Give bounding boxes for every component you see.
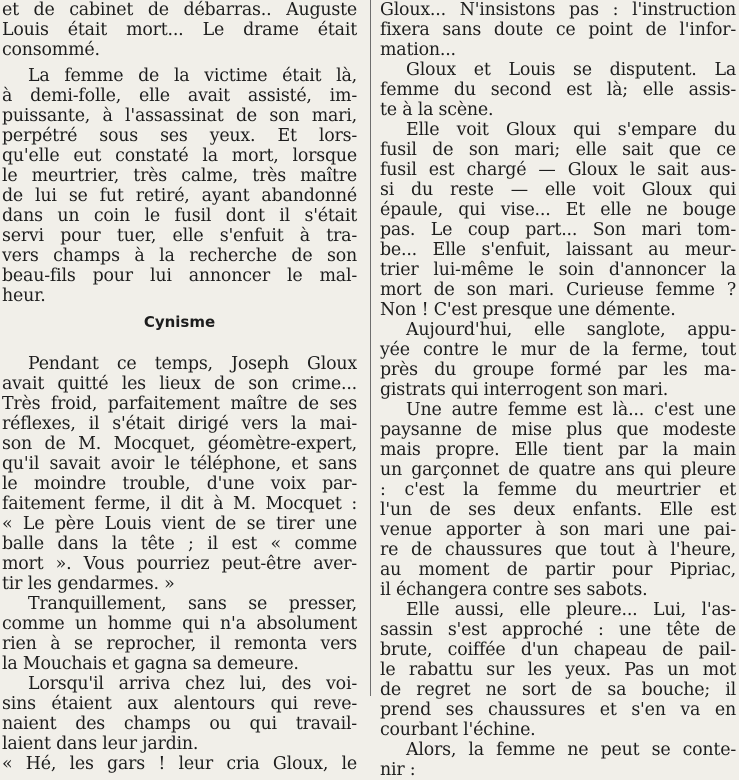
text-line: perpétré sous ses yeux. Et lors- [2,126,357,146]
text-line: Non ! C'est presque une démente. [380,300,676,320]
text-line: prend ses chaussures et s'en va en [380,700,736,720]
paragraph [380,0,736,60]
text-line: qu'il savait avoir le téléphone, et sans [2,454,357,474]
text-line: laient dans leur jardin. [2,734,199,754]
text-line: Elle aussi, elle pleure... Lui, l'as- [406,600,736,620]
text-line: re de chaussures que tout à l'heure, [380,540,736,560]
text-line: femme du second est là; elle assis- [380,80,736,100]
text-line: puissante, à l'assassinat de son mari, [2,106,357,126]
paragraph [380,60,736,120]
text-line: yée contre le mur de la ferme, tout [380,340,736,360]
paragraph [380,320,736,400]
subheading: Cynisme [143,313,216,331]
quotation [2,754,357,774]
text-line: pas. Le coup part... Son mari tom- [380,220,736,240]
text-line: fusil est chargé — Gloux le sait aus- [380,160,736,180]
text-line: le rabattu sur les yeux. Pas un mot [380,660,736,680]
text-line: le moindre trouble, d'une voix par- [2,474,357,494]
paragraph [2,0,357,60]
text-line: Très froid, parfaitement maître de ses [2,394,357,414]
text-line: consommé. [2,40,100,60]
text-line: : c'est la femme du meurtrier et [380,480,736,500]
text-line: vers champs à la recherche de son [2,246,357,266]
text-line: son de M. Mocquet, géomètre-expert, [2,434,357,454]
text-line: « Hé, les gars ! leur cria Gloux, le [2,754,357,774]
text-line: Une autre femme est là... c'est une [406,400,736,420]
text-line: si du reste — elle voit Gloux qui [380,180,736,200]
text-line: dans un coin le fusil dont il s'était [2,206,357,226]
paragraph [380,120,736,320]
paragraph [2,66,357,306]
paragraph [380,740,736,780]
text-line: balle dans la tête ; il est « comme [2,534,357,554]
text-line: paysanne de mise plus que modeste [380,420,736,440]
quotation [2,514,357,594]
left-column [2,0,357,774]
text-line: « Le père Louis vient de se tirer une [2,514,357,534]
text-line: Gloux... N'insistons pas : l'instruction [380,0,736,20]
text-line: Pendant ce temps, Joseph Gloux [28,354,357,374]
text-line: la Mouchais et gagna sa demeure. [2,654,299,674]
text-line: be... Elle s'enfuit, laissant au meur- [380,240,736,260]
text-line: tir les gendarmes. » [2,574,175,594]
text-line: naient des champs ou qui travail- [2,714,357,734]
paragraph [380,600,736,740]
text-line: courbant l'échine. [380,720,536,740]
text-line: brute, coiffée d'un chapeau de pail- [380,640,736,660]
text-line: Alors, la femme ne peut se conte- [406,740,736,760]
paragraph [2,594,357,674]
text-line: comme un homme qui n'a absolument [2,614,357,634]
text-line: te à la scène. [380,100,494,120]
text-line: sins étaient aux alentours qui reve- [2,694,357,714]
text-line: heur. [2,286,46,306]
text-line: avait quitté les lieux de son crime... [2,374,357,394]
text-line: fixera sans doute ce point de l'infor- [380,20,736,40]
text-line: à demi-folle, elle avait assisté, im- [2,86,357,106]
text-line: de regret ne sort de sa bouche; il [380,680,736,700]
text-line: il échangera contre ses sabots. [380,580,648,600]
text-line: Tranquillement, sans se presser, [28,594,357,614]
text-line: un garçonnet de quatre ans qui pleure [380,460,736,480]
text-line: le meurtrier, très calme, très maître [2,166,357,186]
text-line: venue apporter à son mari une pai- [380,520,736,540]
paragraph [2,674,357,754]
text-line: épaule, qui vise... Et elle ne bouge [380,200,736,220]
text-line: gistrats qui interrogent son mari. [380,380,669,400]
text-line: Aujourd'hui, elle sanglote, appu- [406,320,736,340]
text-line: mation... [380,40,456,60]
paragraph [2,354,357,514]
text-line: au moment de partir pour Pipriac, [380,560,736,580]
text-line: beau-fils pour lui annoncer le mal- [2,266,357,286]
paragraph [380,400,736,600]
text-line: nir : [380,760,416,780]
text-line: mort ». Vous pourriez peut-être aver- [2,554,357,574]
text-line: servi pour tuer, elle s'enfuit à tra- [2,226,357,246]
text-line: Lorsqu'il arriva chez lui, des voi- [28,674,357,694]
text-line: trier lui-même le soin d'annoncer la [380,260,736,280]
text-line: rien à se reprocher, il remonta vers [2,634,357,654]
text-line: et de cabinet de débarras.. Auguste [2,0,357,20]
text-line: l'un de ses deux enfants. Elle est [380,500,736,520]
text-line: La femme de la victime était là, [28,66,357,86]
text-line: Elle voit Gloux qui s'empare du [406,120,736,140]
text-line: de lui se fut retiré, ayant abandonné [2,186,357,206]
text-line: réflexes, il s'était dirigé vers la mai- [2,414,357,434]
text-line: mais propre. Elle tient par la main [380,440,736,460]
text-line: qu'elle eut constaté la mort, lorsque [2,146,357,166]
right-column [380,0,736,780]
text-line: fusil de son mari; elle sait que ce [380,140,736,160]
text-line: mort de son mari. Curieuse femme ? [380,280,736,300]
text-line: Louis était mort... Le drame était [2,20,357,40]
text-line: sassin s'est approché : une tête de [380,620,736,640]
text-line: Gloux et Louis se disputent. La [406,60,736,80]
text-line: près du groupe formé par les ma- [380,360,736,380]
text-line: faitement ferme, il dit à M. Mocquet : [2,494,357,514]
column-divider [370,0,371,696]
